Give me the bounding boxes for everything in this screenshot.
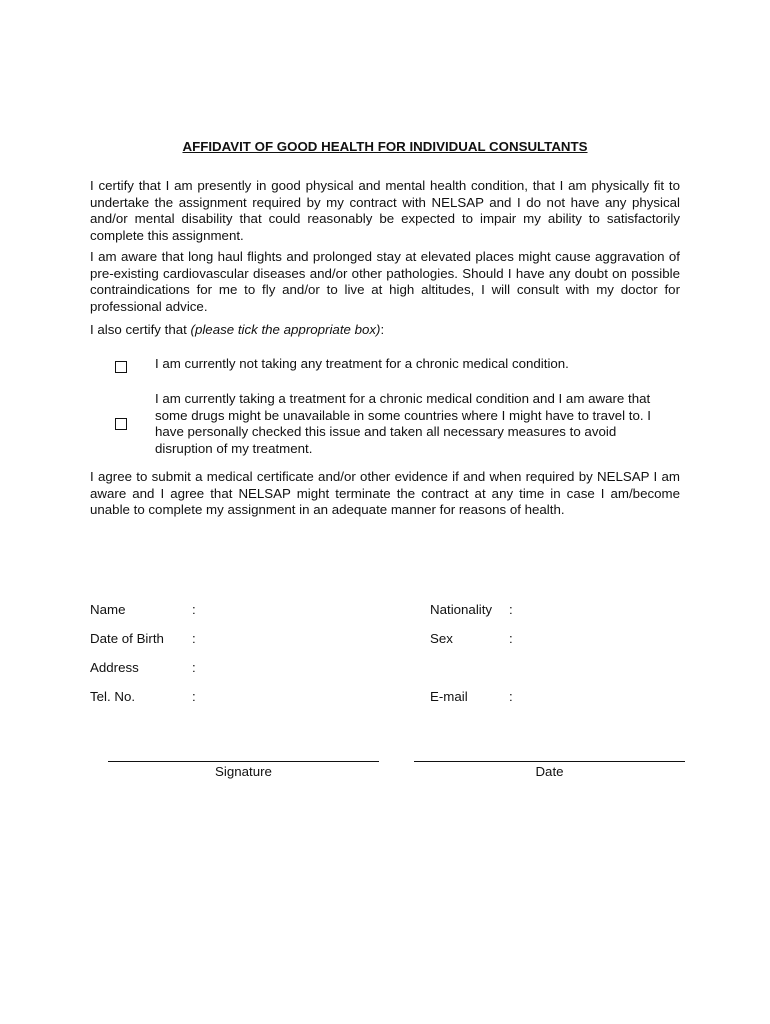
date-of-birth-label: Date of Birth [90, 631, 164, 646]
taking-treatment-label: I am currently taking a treatment for a chronic medical condition and I am aware that some drugs might be unavailable in some countries where I might have to travel to. I have personally checked this issue and taken all necessary measures to avoid disruption of my treatment. [155, 391, 651, 456]
date-caption: Date [535, 764, 564, 779]
tick-instruction [90, 322, 680, 339]
tel-label: Tel. No. [90, 689, 136, 704]
date-line[interactable] [414, 761, 685, 762]
tick-instruction-prefix: I also certify that [90, 322, 191, 337]
name-colon[interactable]: : [192, 602, 196, 617]
address-colon[interactable]: : [192, 660, 196, 675]
sex-label: Sex [430, 631, 453, 646]
name-label: Name [90, 602, 126, 617]
email-label: E-mail [430, 689, 468, 704]
awareness-paragraph: I am aware that long haul flights and prolonged stay at elevated places might cause aggravation of pre-existing cardiovascular diseases and/or other pathologies. Should I have any doubt on possible contraindications for me to fly and/or to live at high altitudes, I will consult with my doctor for professional advice. [90, 249, 680, 314]
sex-colon[interactable]: : [509, 631, 513, 646]
tel-colon[interactable]: : [192, 689, 196, 704]
signature-line[interactable] [108, 761, 379, 762]
taking-treatment-checkbox[interactable] [115, 418, 127, 430]
email-colon[interactable]: : [509, 689, 513, 704]
address-label: Address [90, 660, 139, 675]
agreement-paragraph: I agree to submit a medical certificate and/or other evidence if and when required by NELSAP I am aware and I agree that NELSAP might terminate the contract at any time in case I am/become unable to complete my assignment in an adequate manner for reasons of health. [90, 469, 680, 517]
tick-instruction-italic: (please tick the appropriate box) [190, 322, 381, 337]
no-treatment-label: I am currently not taking any treatment for a chronic medical condition. [155, 356, 569, 371]
no-treatment-checkbox[interactable] [115, 361, 127, 373]
nationality-label: Nationality [430, 602, 493, 617]
certify-paragraph: I certify that I am presently in good physical and mental health condition, that I am physically fit to undertake the assignment required by my contract with NELSAP and I do not have any physical and/or mental disability that could reasonably be expected to impair my ability to satisfactorily complete this assignment. [90, 178, 680, 243]
signature-caption: Signature [215, 764, 272, 779]
tick-instruction-suffix: : [380, 322, 385, 337]
nationality-colon[interactable]: : [509, 602, 513, 617]
date-of-birth-colon[interactable]: : [192, 631, 196, 646]
document-title: AFFIDAVIT OF GOOD HEALTH FOR INDIVIDUAL CONSULTANTS [182, 139, 588, 154]
